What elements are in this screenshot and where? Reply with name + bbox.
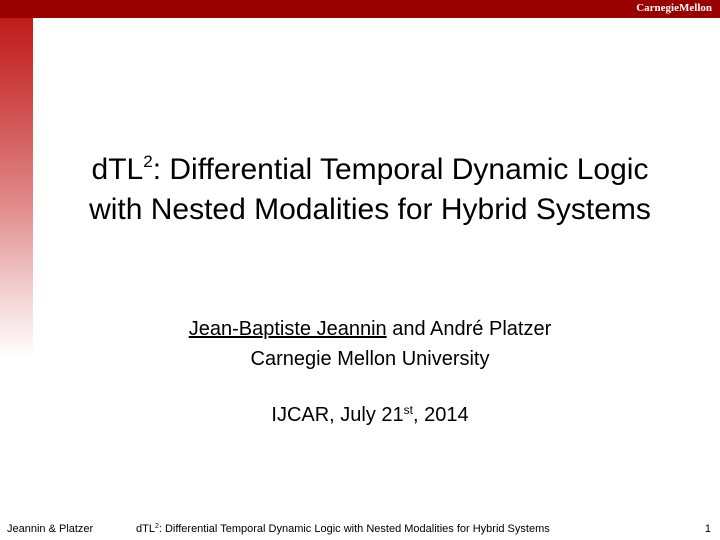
header-bar — [0, 0, 720, 18]
author-line — [40, 314, 700, 344]
footer-title-rest: : Differential Temporal Dynamic Logic with Nested Modalities for Hybrid Systems — [158, 523, 550, 535]
footer-title-prefix: dTL — [136, 523, 155, 535]
venue-suffix: , 2014 — [413, 404, 469, 426]
footer-title-superscript: 2 — [154, 523, 159, 530]
side-gradient-decoration — [0, 18, 33, 358]
co-author: and André Platzer — [386, 318, 552, 340]
title-line-2: with Nested Modalities for Hybrid Systems — [89, 193, 651, 226]
slide-footer — [0, 521, 720, 537]
footer-authors: Jeannin & Platzer — [7, 523, 94, 535]
slide-title — [40, 150, 700, 230]
brand-logo: CarnegieMellon — [636, 2, 712, 14]
venue-ordinal: st — [403, 403, 413, 417]
title-superscript: 2 — [143, 152, 153, 171]
page-number: 1 — [704, 523, 711, 535]
venue-date — [40, 400, 700, 430]
footer-title — [136, 521, 550, 537]
title-line-1 — [40, 150, 700, 190]
title-prefix: dTL — [91, 153, 144, 186]
venue-prefix: IJCAR, July 21 — [271, 404, 404, 426]
title-line-1-rest: : Differential Temporal Dynamic Logic — [152, 153, 649, 186]
affiliation: Carnegie Mellon University — [250, 348, 490, 370]
author-block — [40, 314, 700, 374]
presenting-author: Jean-Baptiste Jeannin — [188, 318, 387, 340]
